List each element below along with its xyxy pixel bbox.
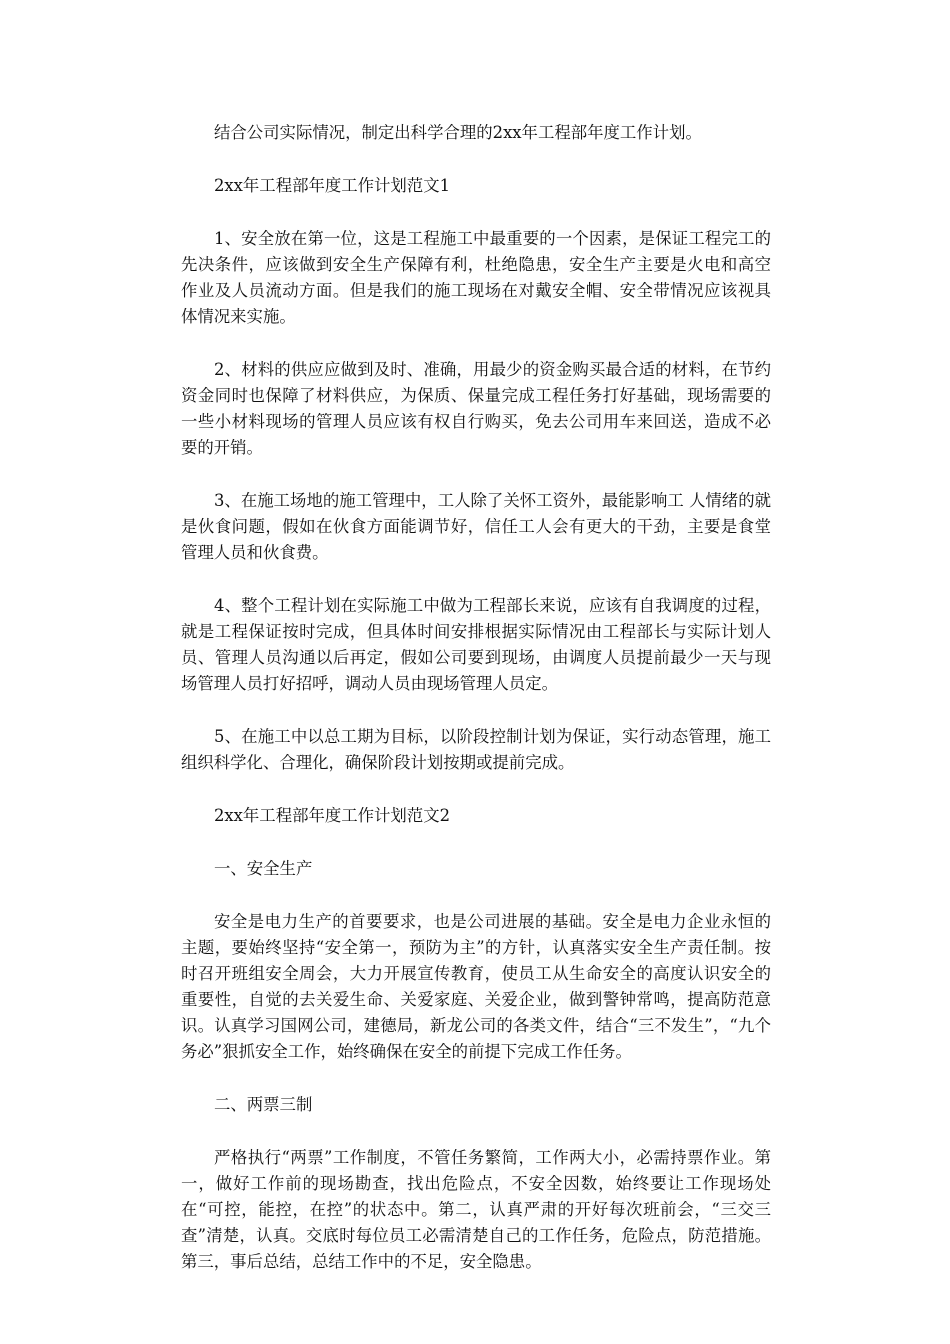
paragraph-gap — [181, 882, 771, 909]
paragraph-gap — [181, 146, 771, 173]
section-heading-sample-1: 2xx年工程部年度工作计划范文1 — [214, 176, 451, 195]
item-paragraph-2: 2、材料的供应应做到及时、准确，用最少的资金购买最合适的材料，在节约资金同时也保障了材料供应，为保质、保量完成工程任务打好基础，现场需要的一些小材料现场的管理人员应该有权自行购买，免去公司用车来回送，造成不必要的开销。 — [181, 360, 771, 457]
paragraph-gap — [181, 1065, 771, 1092]
subheading-safety: 一、安全生产 — [214, 859, 313, 878]
paragraph-gap — [181, 697, 771, 724]
paragraph-gap — [181, 829, 771, 856]
paragraph-gap — [181, 776, 771, 803]
paragraph-gap — [181, 1118, 771, 1145]
paragraph-gap — [181, 461, 771, 488]
item-paragraph-3: 3、在施工场地的施工管理中，工人除了关怀工资外，最能影响工 人情绪的就是伙食问题，假如在伙食方面能调节好，信任工人会有更大的干劲，主要是食堂管理人员和伙食费。 — [181, 491, 771, 562]
safety-paragraph: 安全是电力生产的首要要求，也是公司进展的基础。安全是电力企业永恒的主题，要始终坚持“安全第一，预防为主”的方针，认真落实安全生产责任制。按时召开班组安全周会，大力开展宣传教育，使员工从生命安全的高度认识安全的重要性，自觉的去关爱生命、关爱家庭、关爱企业，做到警钟常鸣，提高防范意识。认真学习国网公司，建德局，新龙公司的各类文件，结合“三不发生”，“九个务必”狠抓安全工作，始终确保在安全的前提下完成工作任务。 — [181, 912, 771, 1061]
section-heading-sample-2: 2xx年工程部年度工作计划范文2 — [214, 806, 451, 825]
item-paragraph-5: 5、在施工中以总工期为目标，以阶段控制计划为保证，实行动态管理，施工组织科学化、合理化，确保阶段计划按期或提前完成。 — [181, 727, 771, 772]
document-body — [181, 120, 771, 1275]
item-paragraph-1: 1、安全放在第一位，这是工程施工中最重要的一个因素，是保证工程完工的先决条件，应该做到安全生产保障有利，杜绝隐患，安全生产主要是火电和高空作业及人员流动方面。但是我们的施工现场在对戴安全帽、安全带情况应该视具体情况来实施。 — [181, 229, 771, 326]
item-paragraph-4: 4、整个工程计划在实际施工中做为工程部长来说，应该有自我调度的过程，就是工程保证按时完成，但具体时间安排根据实际情况由工程部长与实际计划人员、管理人员沟通以后再定，假如公司要到现场，由调度人员提前最少一天与现场管理人员打好招呼，调动人员由现场管理人员定。 — [181, 596, 771, 693]
two-tickets-paragraph: 严格执行“两票”工作制度，不管任务繁简，工作两大小，必需持票作业。第一，做好工作前的现场勘查，找出危险点，不安全因数，始终要让工作现场处在“可控，能控，在控”的状态中。第二，认真严肃的开好每次班前会，“三交三查”清楚，认真。交底时每位员工必需清楚自己的工作任务，危险点，防范措施。第三，事后总结，总结工作中的不足，安全隐患。 — [181, 1148, 771, 1271]
paragraph-gap — [181, 566, 771, 593]
subheading-two-tickets: 二、两票三制 — [214, 1095, 313, 1114]
paragraph-gap — [181, 330, 771, 357]
intro-paragraph: 结合公司实际情况，制定出科学合理的2xx年工程部年度工作计划。 — [214, 123, 702, 142]
paragraph-gap — [181, 199, 771, 226]
